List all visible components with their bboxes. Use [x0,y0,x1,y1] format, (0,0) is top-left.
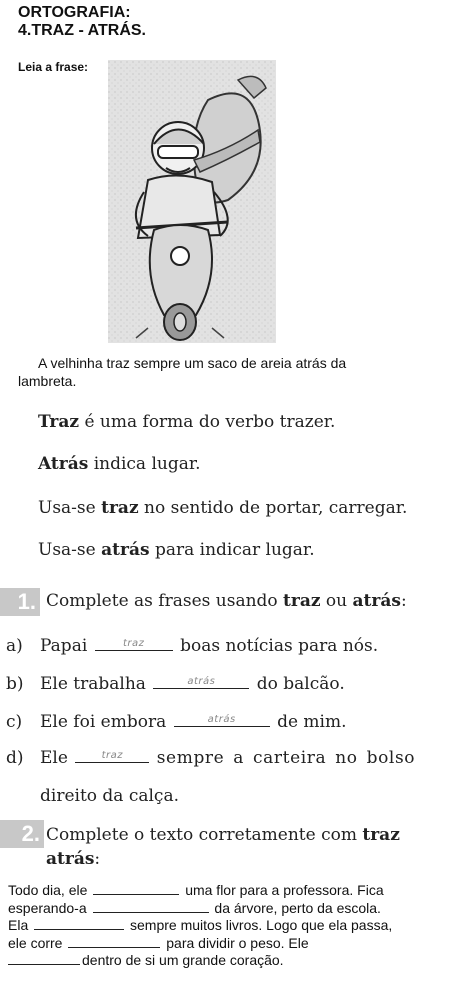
exercise-2-number-badge: 2. [0,820,44,848]
worksheet-title [18,4,146,40]
answer-blank-b[interactable]: atrás [153,676,249,689]
rule-usage-atras: Usa-se atrás para indicar lugar. [38,540,315,560]
exercise-1-title: Complete as frases usando traz ou atrás: [46,591,407,611]
instruction-label: Leia a frase: [18,60,89,74]
text-blank-1[interactable] [93,882,179,895]
exercise-2-line-2: esperando-a da árvore, perto da escola. [8,899,381,916]
answer-blank-c[interactable]: atrás [174,714,270,727]
exercise-1-item-a: a) Papai traz boas notícias para nós. [6,636,379,656]
text-blank-2[interactable] [93,900,209,913]
exercise-2-title: Complete o texto corretamente com traz atrás: [46,825,400,869]
text-blank-5[interactable] [8,952,80,965]
exercise-1-item-b: b) Ele trabalha atrás do balcão. [6,674,345,694]
rule-usage-traz: Usa-se traz no sentido de portar, carregar. [38,498,408,518]
rule-traz-keyword: Traz [38,412,80,432]
exercise-2-line-5: dentro de si um grande coração. [8,952,468,970]
sentence-line-1: A velhinha traz sempre um saco de areia atrás da [38,355,347,371]
rule-atras [38,454,201,474]
sentence-line-2: lambreta. [18,373,77,389]
text-blank-3[interactable] [34,917,124,930]
exercise-1-item-d: d) Ele traz sempre a carteira no bolso [6,748,416,768]
exercise-1-number-badge: 1. [0,588,40,616]
answer-blank-d[interactable]: traz [75,750,149,763]
answer-blank-a[interactable]: traz [95,638,173,651]
title-line-2: 4.TRAZ - ATRÁS. [18,22,146,39]
exercise-2-text [8,882,468,970]
exercise-1-item-d-continued: direito da calça. [40,786,179,806]
rule-traz-text: é uma forma do verbo trazer. [79,412,336,432]
exercise-1-item-c: c) Ele foi embora atrás de mim. [6,712,347,732]
exercise-2-line-3: Ela sempre muitos livros. Logo que ela passa, [8,917,393,933]
rule-atras-keyword: Atrás [38,454,89,474]
text-blank-4[interactable] [68,935,160,948]
exercise-2-line-1: Todo dia, ele uma flor para a professora. Fica [8,882,384,898]
title-line-1: ORTOGRAFIA: [18,4,131,21]
example-sentence [18,354,346,390]
exercise-2-line-4: ele corre para dividir o peso. Ele [8,934,309,951]
grandma-on-scooter-icon [108,60,276,343]
rule-traz [38,412,335,432]
rule-atras-text: indica lugar. [88,454,201,474]
grandma-scooter-illustration [108,60,276,343]
